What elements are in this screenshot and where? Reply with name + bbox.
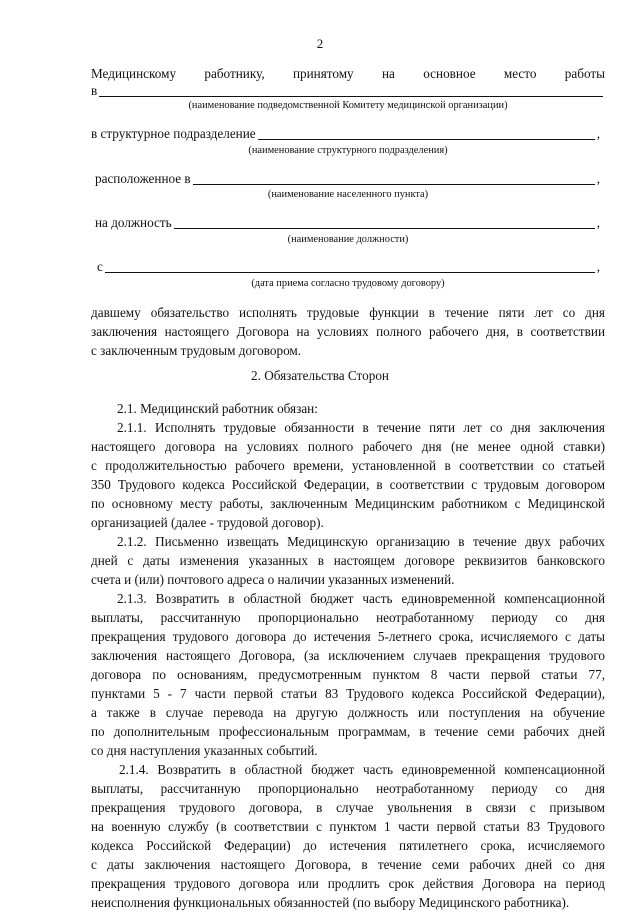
position-caption: (наименование должности)	[287, 234, 409, 245]
division-end: ,	[596, 126, 600, 141]
clause-2-1-2: 2.1.2. Письменно извещать Медицинскую организацию в течение двух рабочих дней с даты изменения указанных в настоящем договоре реквизитов банковского счета и (или) почтового адреса о наличии указанных изменений.	[91, 534, 605, 587]
organization-field[interactable]	[91, 82, 605, 99]
division-blank[interactable]	[258, 125, 595, 140]
hire-date-blank[interactable]	[105, 258, 595, 273]
intro-word: принятому	[292, 66, 354, 81]
intro-line	[91, 66, 605, 82]
section-heading: 2. Обязательства Сторон	[251, 368, 389, 383]
intro-word: работы	[564, 66, 605, 81]
location-end: ,	[596, 171, 600, 186]
intro-word: основное	[423, 66, 476, 81]
hire-date-label: с	[97, 259, 103, 274]
hire-date-end: ,	[596, 259, 600, 274]
clause-2-1: 2.1. Медицинский работник обязан:	[117, 401, 318, 416]
position-field[interactable]	[95, 214, 600, 231]
page-number: 2	[316, 36, 324, 51]
intro-word: на	[381, 66, 395, 81]
organization-blank[interactable]	[99, 82, 603, 97]
hire-date-caption: (дата приема согласно трудовому договору)	[251, 278, 445, 289]
location-label: расположенное в	[95, 171, 191, 186]
location-caption: (наименование населенного пункта)	[267, 189, 429, 200]
division-caption: (наименование структурного подразделения)	[248, 145, 448, 156]
position-blank[interactable]	[174, 214, 595, 229]
position-label: на должность	[95, 215, 172, 230]
location-field[interactable]	[95, 170, 600, 187]
organization-caption: (наименование подведомственной Комитету медицинской организации)	[188, 100, 508, 111]
division-label: в структурное подразделение	[91, 126, 256, 141]
location-blank[interactable]	[193, 170, 595, 185]
clause-2-1-1: 2.1.1. Исполнять трудовые обязанности в течение пяти лет со дня заключения настоящего договора на условиях полного рабочего дня (не менее одной ставки) с продолжительностью рабочего времени, установленной в соответствии со статьей 350 Трудового кодекса Российской Федерации, в соответствии с трудовым договором по основному месту работы, заключенным Медицинским работником с Медицинской организацией (далее - трудовой договор).	[91, 420, 605, 530]
position-end: ,	[596, 215, 600, 230]
division-field[interactable]	[91, 125, 600, 142]
clause-2-1-4: 2.1.4. Возвратить в областной бюджет часть единовременной компенсационной выплаты, рассчитанную пропорционально неотработанному периоду со дня прекращения трудового договора, в случае увольнения в связи с призывом на военную службу (в соответствии с пунктом 1 части первой статьи 83 Трудового кодекса Российской Федерации) до истечения пятилетнего срока, исчисляемого с даты заключения настоящего Договора, в течение семи рабочих дней со дня прекращения трудового договора или продлить срок действия Договора на период неисполнения функциональных обязанностей (по выбору Медицинского работника).	[91, 762, 605, 910]
clause-2-1-3: 2.1.3. Возвратить в областной бюджет часть единовременной компенсационной выплаты, рассчитанную пропорционально неотработанному периоду со дня прекращения трудового договора до истечения 5-летнего срока, исчисляемого с даты заключения настоящего Договора, (за исключением случаев прекращения трудового договора по основаниям, предусмотренным пунктом 8 части первой статьи 77, пунктами 5 - 7 части первой статьи 83 Трудового кодекса Российской Федерации), а также в случае перевода на другую должность или поступления на обучение по дополнительным профессиональным программам, в течение семи рабочих дней со дня наступления указанных событий.	[91, 591, 605, 758]
obligation-paragraph: давшему обязательство исполнять трудовые функции в течение пяти лет со дня заключения настоящего Договора на условиях полного рабочего дня, в соответствии с заключенным трудовым договором.	[91, 305, 605, 358]
hire-date-field[interactable]	[97, 258, 600, 275]
intro-word: Медицинскому	[91, 66, 177, 81]
intro-word: работнику,	[204, 66, 265, 81]
organization-prefix: в	[91, 83, 98, 98]
intro-word: место	[503, 66, 537, 81]
